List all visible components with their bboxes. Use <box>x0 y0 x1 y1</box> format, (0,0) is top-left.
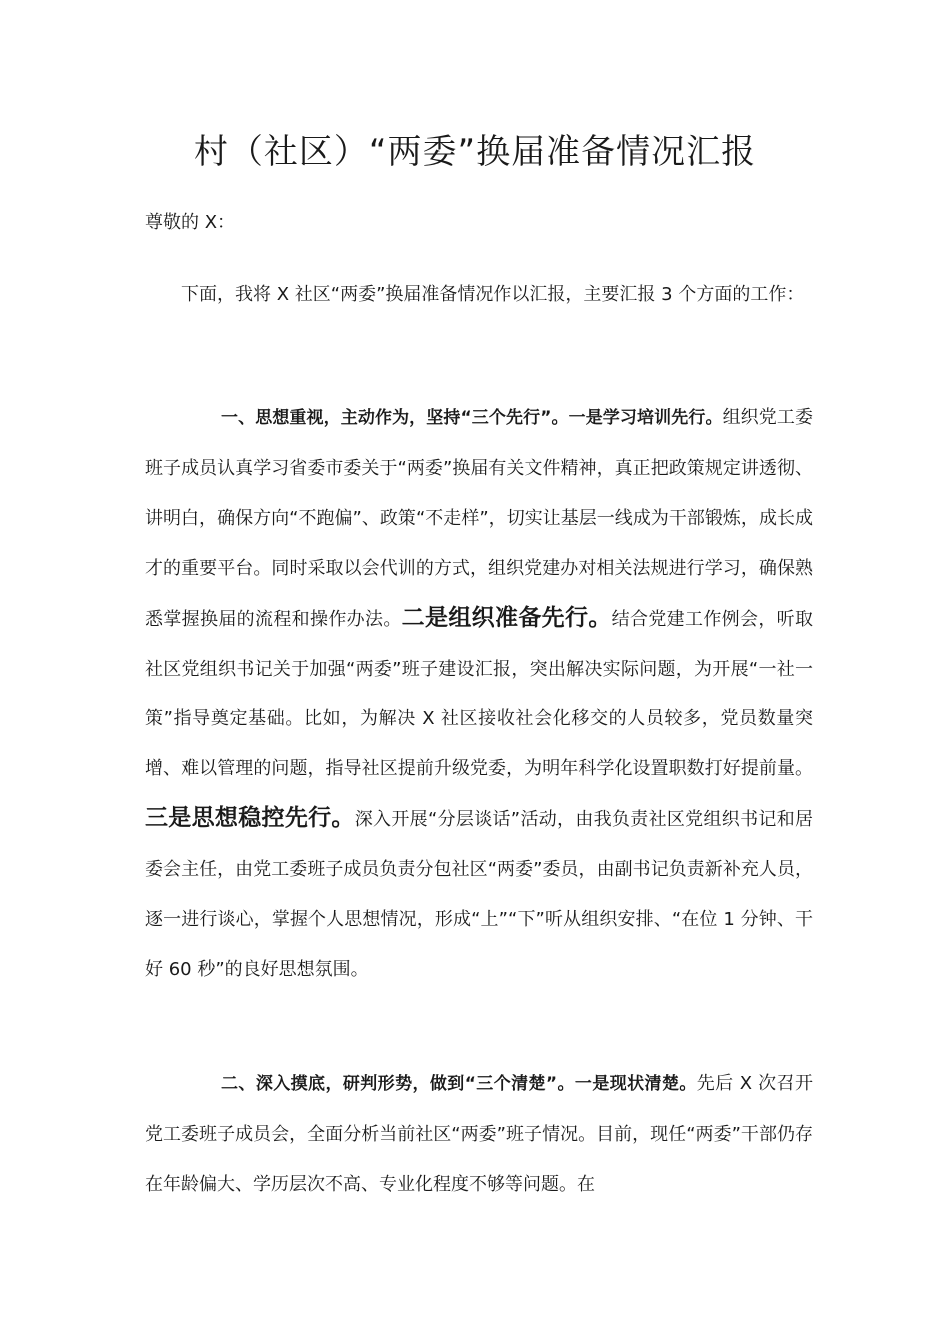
section-1-heading: 一、思想重视，主动作为，坚持“三个先行”。 <box>221 408 569 428</box>
section-2-point-1-heading: 一是现状清楚。 <box>574 1074 697 1094</box>
intro-paragraph: 下面，我将 X 社区“两委”换届准备情况作以汇报，主要汇报 3 个方面的工作： <box>181 284 805 305</box>
section-1-paragraph <box>145 393 813 995</box>
section-1-point-3-heading: 三是思想稳控先行。 <box>145 805 355 832</box>
section-1-point-3-text: 深入开展“分层谈话”活动，由我负责社区党组织书记和居委会主任，由党工委班子成员负责分包社区“两委”委员，由副书记负责新补充人员，逐一进行谈心，掌握个人思想情况，形成“上”“下”听从组织安排、“在位 1 分钟、干好 60 秒”的良好思想氛围。 <box>145 809 814 980</box>
document-title: 村（社区）“两委”换届准备情况汇报 <box>193 132 757 172</box>
section-1-point-1-heading: 一是学习培训先行。 <box>568 408 723 428</box>
section-2-heading: 二、深入摸底，研判形势，做到“三个清楚”。 <box>221 1074 575 1094</box>
section-1-point-2-text: 结合党建工作例会，听取社区党组织书记关于加强“两委”班子建设汇报，突出解决实际问题，为开展“一社一策”指导奠定基础。比如，为解决 X 社区接收社会化移交的人员较多，党员数量突增、难以管理的问题，指导社区提前升级党委，为明年科学化设置职数打好提前量。 <box>145 608 814 780</box>
salutation: 尊敬的 X： <box>145 212 236 233</box>
section-1-point-1-text: 组织党工委班子成员认真学习省委市委关于“两委”换届有关文件精神，真正把政策规定讲透彻、讲明白，确保方向“不跑偏”、政策“不走样”，切实让基层一线成为干部锻炼，成长成才的重要平台。同时采取以会代训的方式，组织党建办对相关法规进行学习，确保熟悉掌握换届的流程和操作办法。 <box>145 407 813 630</box>
section-1-point-2-heading: 二是组织准备先行。 <box>401 604 612 631</box>
section-2-paragraph <box>145 1059 813 1210</box>
section-2-point-1-text: 先后 X 次召开党工委班子成员会，全面分析当前社区“两委”班子情况。目前，现任“两委”干部仍存在年龄偏大、学历层次不高、专业化程度不够等问题。在 <box>145 1073 813 1195</box>
